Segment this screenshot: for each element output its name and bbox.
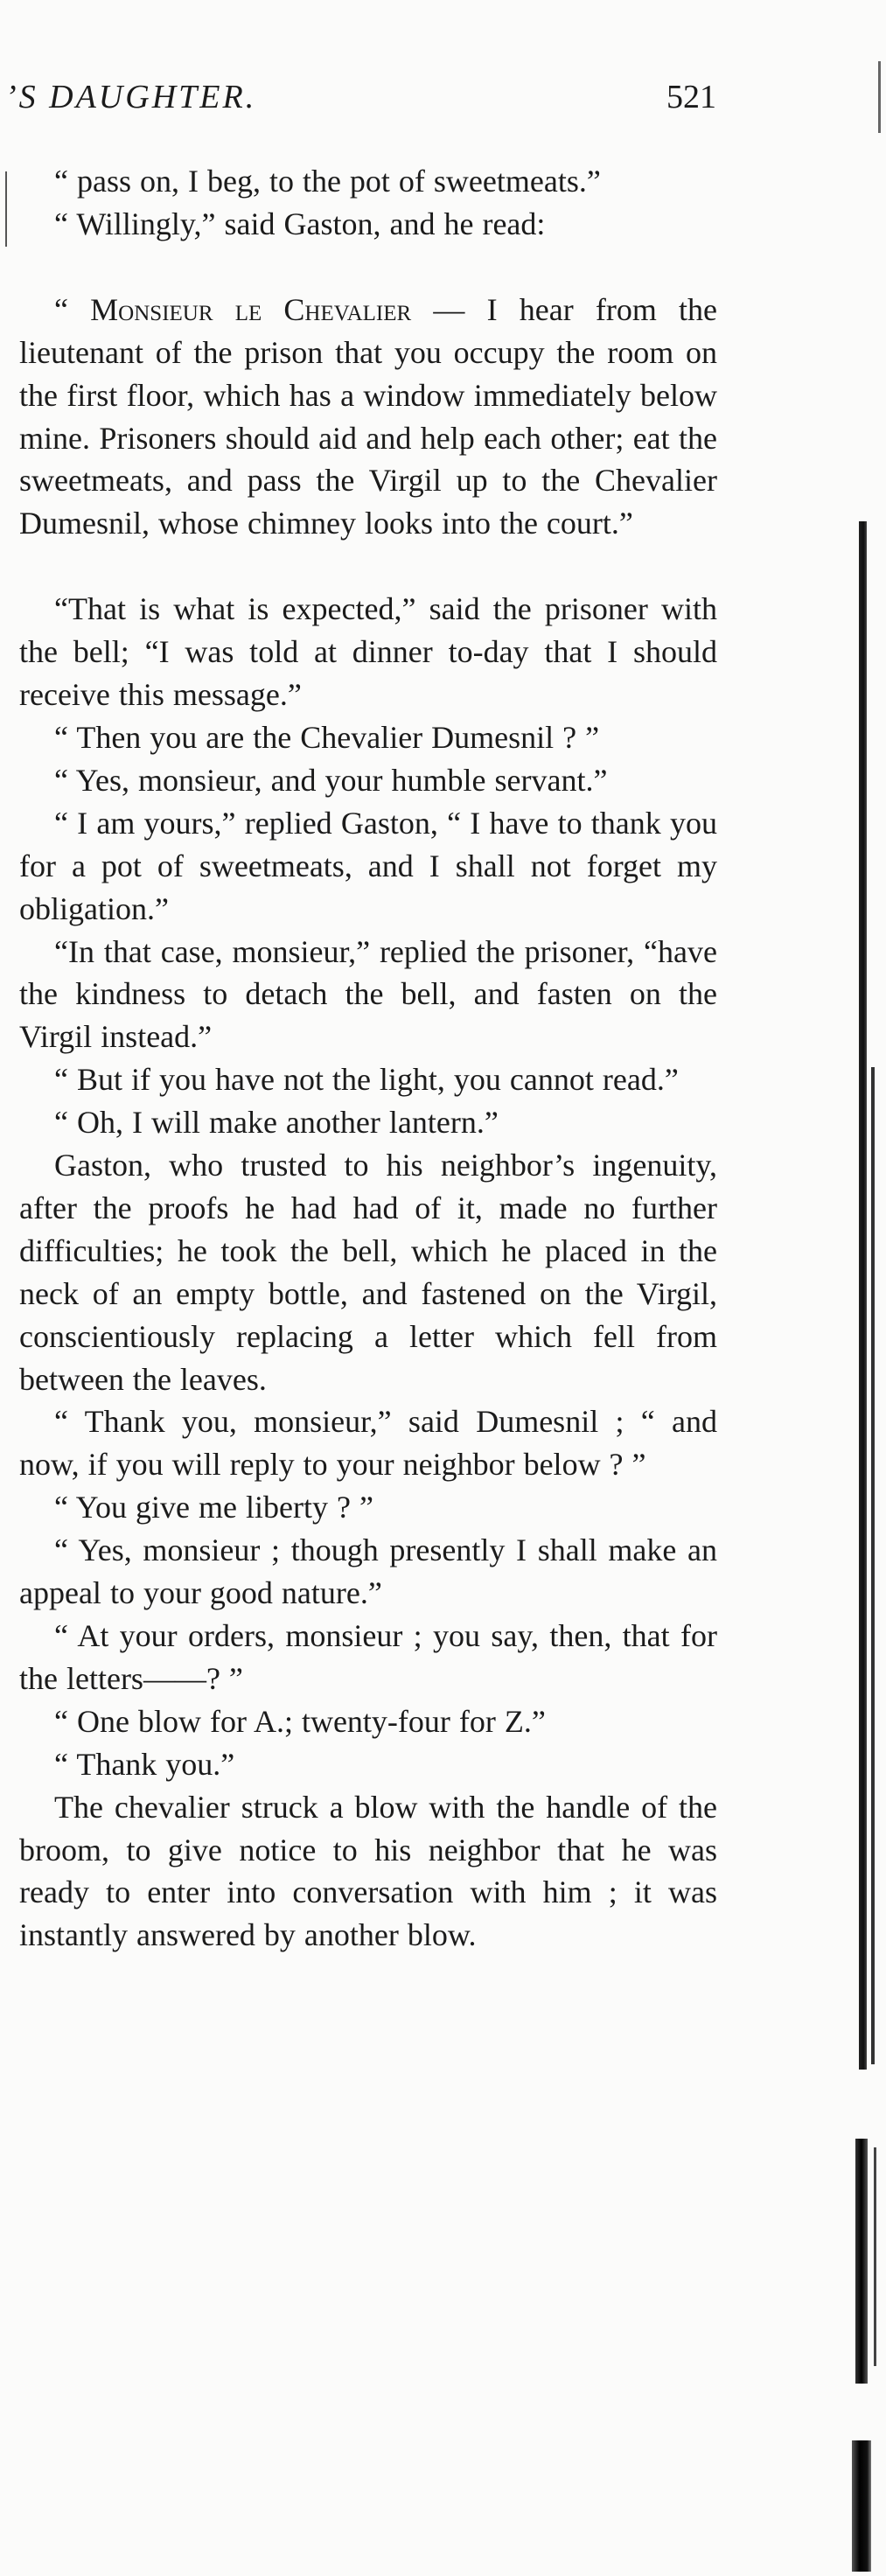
paragraph: “ Willingly,” said Gaston, and he read: bbox=[54, 206, 546, 241]
paragraph: “ You give me liberty ? ” bbox=[54, 1490, 373, 1525]
page-header bbox=[0, 75, 886, 128]
paragraph: The chevalier struck a blow with the handle of the broom, to give notice to his neighbor that he was ready to enter into conversation with him ; it was instantly answered by another blow. bbox=[19, 1789, 717, 1953]
paragraph: “ Thank you.” bbox=[54, 1746, 235, 1782]
page-edge-shadow bbox=[855, 2139, 868, 2384]
paragraph: “ Oh, I will make another lantern.” bbox=[54, 1105, 499, 1141]
page-edge-shadow bbox=[871, 1067, 875, 2064]
margin-bracket bbox=[5, 171, 7, 247]
letter-salutation: Monsieur le Chevalier bbox=[90, 291, 412, 327]
page-edge-shadow bbox=[852, 2440, 871, 2572]
page-edge-shadow bbox=[878, 61, 881, 133]
paragraph: “ I am yours,” replied Gaston, “ I have to thank you for a pot of sweetmeats, and I shall not forget my obligation.” bbox=[19, 805, 717, 926]
paragraph: “ Then you are the Chevalier Dumesnil ? ” bbox=[54, 719, 600, 755]
paragraph: Gaston, who trusted to his neighbor’s ingenuity, after the proofs he had had of it, made no further difficulties; he took the bell, which he placed in the neck of an empty bottle, and fastened on the Virgil, conscientiously replacing a letter which fell from between the leaves. bbox=[19, 1148, 717, 1397]
running-head: ’S DAUGHTER. bbox=[5, 79, 257, 115]
paragraph: “That is what is expected,” said the prisoner with the bell; “I was told at dinner to-day that I should receive this message.” bbox=[19, 591, 717, 713]
paragraph: “ Thank you, monsieur,” said Dumesnil ; “ and now, if you will reply to your neighbor below ? ” bbox=[19, 1404, 717, 1483]
page-edge-shadow bbox=[859, 521, 867, 2070]
body-text bbox=[19, 160, 717, 1957]
letter-text: “ Monsieur le Chevalier — I hear from the lieutenant of the prison that you occupy the room on the first floor, which has a window immediately below mine. Prisoners should aid and help each other; eat the sweetmeats, and pass the Virgil up to the Chevalier Dumesnil, whose chimney looks into the court.” bbox=[19, 291, 718, 541]
paragraph: “ At your orders, monsieur ; you say, then, that for the letters——? ” bbox=[19, 1618, 717, 1696]
page-number: 521 bbox=[666, 79, 716, 115]
paragraph: “ Yes, monsieur ; though presently I shall make an appeal to your good nature.” bbox=[19, 1532, 717, 1611]
letter-paragraph bbox=[19, 289, 717, 545]
paragraph: “ Yes, monsieur, and your humble servant.” bbox=[54, 762, 608, 798]
paragraph: “ But if you have not the light, you cannot read.” bbox=[54, 1062, 679, 1098]
page-edge-shadow bbox=[874, 2147, 876, 2366]
paragraph: “ pass on, I beg, to the pot of sweetmeats.” bbox=[54, 164, 601, 199]
paragraph: “ One blow for A.; twenty-four for Z.” bbox=[54, 1703, 546, 1739]
paragraph: “In that case, monsieur,” replied the prisoner, “have the kindness to detach the bell, and fasten on the Virgil instead.” bbox=[19, 933, 717, 1055]
